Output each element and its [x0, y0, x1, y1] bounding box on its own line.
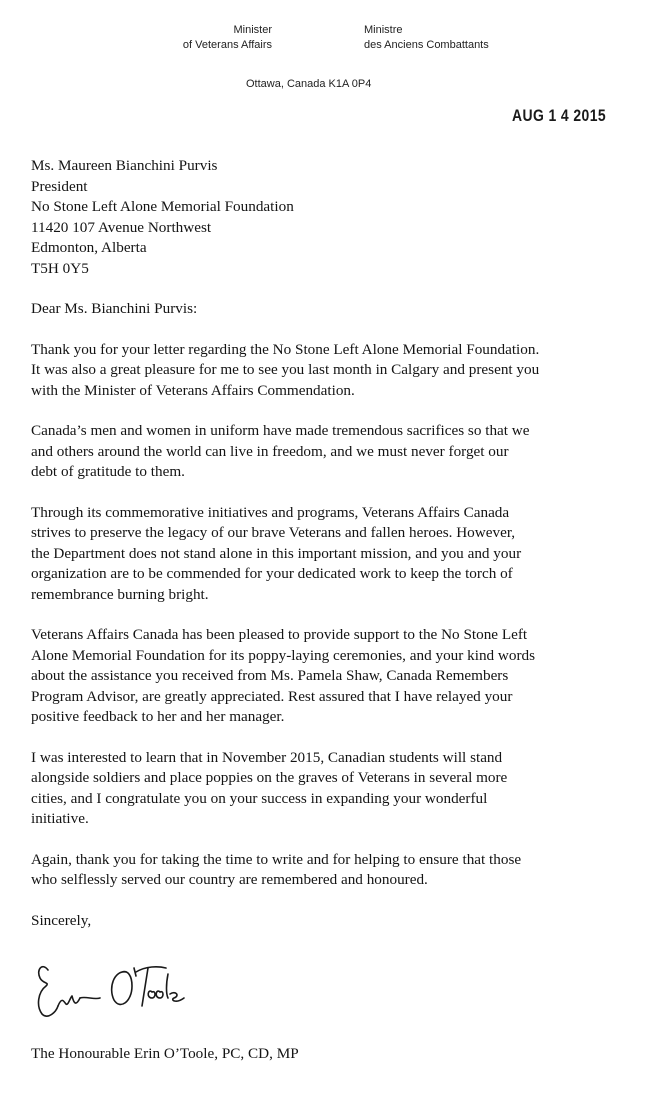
paragraph	[31, 850, 641, 891]
paragraph-line: who selflessly served our country are remembered and honoured.	[31, 871, 428, 888]
paragraph-line: initiative.	[31, 810, 89, 827]
paragraph-line: the Department does not stand alone in this important mission, and you and your	[31, 544, 522, 562]
paragraph-line: Veterans Affairs Canada has been pleased to provide support to the No Stone Left	[31, 626, 528, 643]
paragraph-line: Again, thank you for taking the time to write and for helping to ensure that those	[31, 850, 522, 868]
recipient-line: 11420 107 Avenue Northwest	[31, 218, 212, 236]
paragraph-line: Thank you for your letter regarding the No Stone Left Alone Memorial Foundation.	[31, 340, 540, 358]
letterhead-english-line: Minister	[233, 24, 272, 36]
paragraph-line: positive feedback to her and her manager.	[31, 708, 285, 725]
letterhead-address: Ottawa, Canada K1A 0P4	[246, 78, 372, 90]
paragraph	[31, 748, 641, 830]
paragraph-line: organization are to be commended for your dedicated work to keep the torch of	[31, 565, 513, 582]
paragraph-line: about the assistance you received from Ms. Pamela Shaw, Canada Remembers	[31, 667, 509, 684]
paragraph-line: and others around the world can live in freedom, and we must never forget our	[31, 442, 509, 460]
paragraph-line: with the Minister of Veterans Affairs Commendation.	[31, 381, 355, 399]
paragraph-line: remembrance burning bright.	[31, 585, 209, 603]
recipient-line: Ms. Maureen Bianchini Purvis	[31, 157, 218, 174]
recipient-line: Edmonton, Alberta	[31, 239, 147, 256]
signature	[34, 948, 194, 1038]
paragraph-line: debt of gratitude to them.	[31, 463, 185, 480]
recipient-line: President	[31, 177, 88, 195]
paragraph-line: Program Advisor, are greatly appreciated. Rest assured that I have relayed your	[31, 687, 513, 705]
recipient-line: T5H 0Y5	[31, 259, 89, 277]
paragraph	[31, 340, 641, 402]
paragraph-line: Canada’s men and women in uniform have made tremendous sacrifices so that we	[31, 422, 530, 439]
letterhead	[0, 0, 650, 100]
paragraph-line: alongside soldiers and place poppies on the graves of Veterans in several more	[31, 769, 508, 786]
paragraph	[31, 625, 641, 728]
paragraph-line: strives to preserve the legacy of our brave Veterans and fallen heroes. However,	[31, 524, 516, 541]
date-stamp: AUG 1 4 2015	[512, 106, 607, 125]
letter-body	[31, 156, 641, 931]
paragraph-line: cities, and I congratulate you on your success in expanding your wonderful	[31, 789, 488, 807]
paragraph	[31, 503, 641, 606]
paragraph	[31, 421, 641, 483]
paragraph-line: I was interested to learn that in November 2015, Canadian students will stand	[31, 748, 503, 766]
closing: Sincerely,	[31, 911, 92, 929]
signatory-name: The Honourable Erin O’Toole, PC, CD, MP	[31, 1045, 299, 1062]
salutation: Dear Ms. Bianchini Purvis:	[31, 300, 198, 317]
paragraph-line: Through its commemorative initiatives and programs, Veterans Affairs Canada	[31, 503, 510, 521]
paragraph-line: It was also a great pleasure for me to see you last month in Calgary and present you	[31, 361, 540, 378]
letterhead-french	[364, 23, 564, 53]
paragraph-line: Alone Memorial Foundation for its poppy-laying ceremonies, and your kind words	[31, 646, 536, 664]
recipient-line: No Stone Left Alone Memorial Foundation	[31, 198, 294, 215]
letterhead-english-line: of Veterans Affairs	[182, 39, 272, 51]
letterhead-french-line: Ministre	[364, 24, 403, 36]
recipient-address	[31, 156, 641, 279]
letterhead-english	[150, 23, 272, 53]
letterhead-french-line: des Anciens Combattants	[364, 39, 489, 51]
